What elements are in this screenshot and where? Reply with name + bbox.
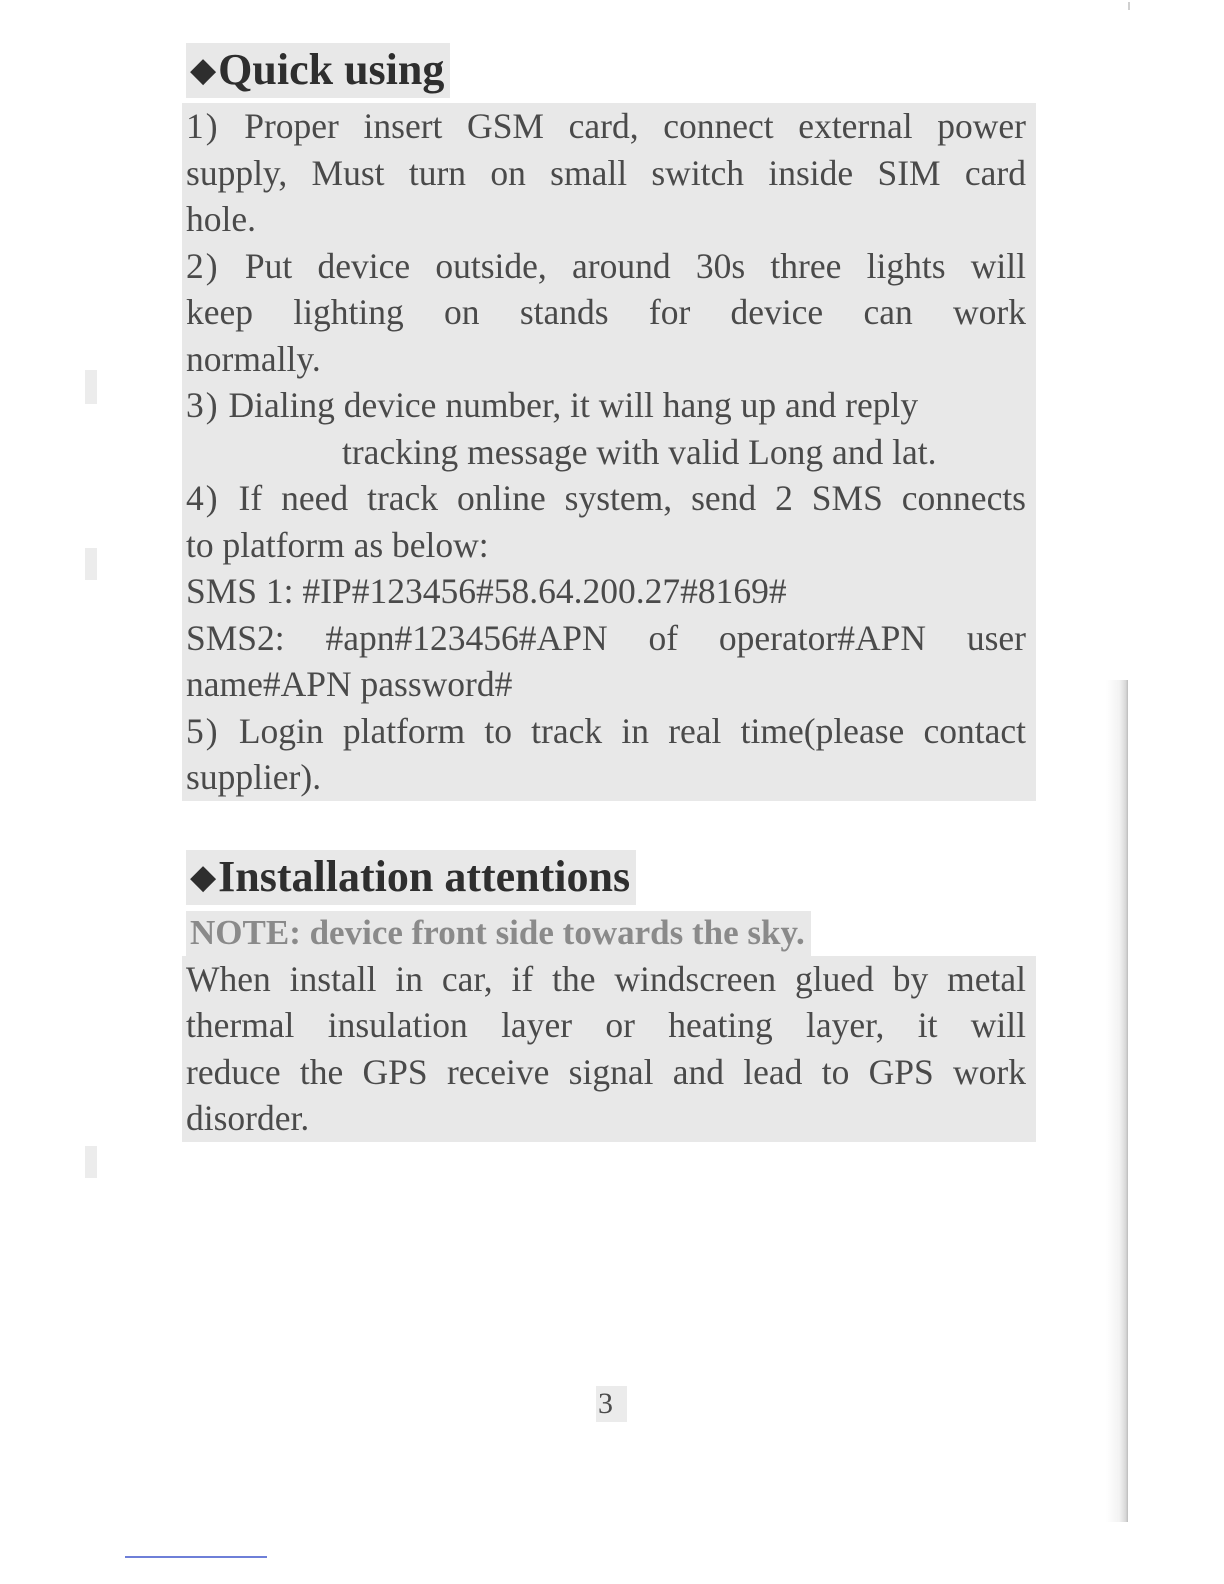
scan-underline-mark [125, 1556, 267, 1558]
sms-2-command-line-2: name#APN password# [186, 664, 513, 704]
step-1-line-2: supply, Must turn on small switch inside SIM card [186, 152, 1026, 193]
step-5-line-1: 5) Login platform to track in real time(please contact [186, 710, 1027, 751]
installation-note: NOTE: device front side towards the sky. [186, 910, 1022, 956]
heading-highlight [186, 43, 450, 98]
heading-highlight [186, 850, 636, 905]
step-2-line-2: keep lighting on stands for device can work [186, 292, 1026, 332]
heading-text: Installation attentions [218, 851, 631, 901]
step-2-line-1: 2) Put device outside, around 30s three lights will [186, 245, 1027, 286]
step-number: 3) [186, 385, 220, 425]
section-heading-installation-attentions [186, 847, 1022, 908]
step-5 [182, 708, 1036, 801]
sms-1-command: SMS 1: #IP#123456#58.64.200.27#8169# [186, 571, 787, 611]
diamond-bullet-icon: ◆ [190, 52, 217, 89]
sms-2-command-line-1: SMS2: #apn#123456#APN of operator#APN user [186, 617, 1026, 658]
installation-line-2: thermal insulation layer or heating layer, it will [186, 1005, 1026, 1045]
step-number: 5) [186, 710, 220, 751]
scan-margin-mark [85, 548, 97, 580]
page-number: 3 [596, 1386, 627, 1422]
page-content [186, 40, 1027, 1142]
scan-margin-mark [85, 370, 97, 404]
installation-paragraph [182, 956, 1036, 1142]
installation-line-4: disorder. [186, 1098, 310, 1138]
step-1 [182, 103, 1036, 243]
step-number: 1) [186, 106, 220, 146]
installation-line-1: When install in car, if the windscreen glued by metal [186, 958, 1026, 999]
installation-line-3: reduce the GPS receive signal and lead to GPS work [186, 1051, 1026, 1092]
step-5-line-2: supplier). [186, 757, 322, 797]
section-heading-quick-using [186, 40, 1022, 101]
heading-text: Quick using [218, 45, 445, 94]
step-2 [182, 243, 1036, 383]
step-1-line-3: hole. [186, 199, 256, 239]
step-4 [182, 475, 1036, 708]
scan-margin-mark [85, 1146, 97, 1178]
step-number: 2) [186, 245, 220, 286]
diamond-bullet-icon: ◆ [190, 858, 217, 896]
step-3-line-1: 3) Dialing device number, it will hang up and reply [186, 385, 919, 425]
scan-corner-mark [1128, 2, 1130, 10]
step-4-line-2: to platform as below: [186, 524, 489, 565]
step-3-line-2: tracking message with valid Long and lat. [342, 431, 937, 472]
step-1-line-1: 1) Proper insert GSM card, connect external power [186, 106, 1026, 146]
step-3 [182, 382, 1036, 475]
step-2-line-3: normally. [186, 338, 321, 379]
scan-edge-shadow [1106, 680, 1128, 1522]
step-4-line-1: 4) If need track online system, send 2 SMS connects [186, 478, 1026, 518]
step-number: 4) [186, 478, 220, 518]
section-installation [186, 847, 1026, 1142]
